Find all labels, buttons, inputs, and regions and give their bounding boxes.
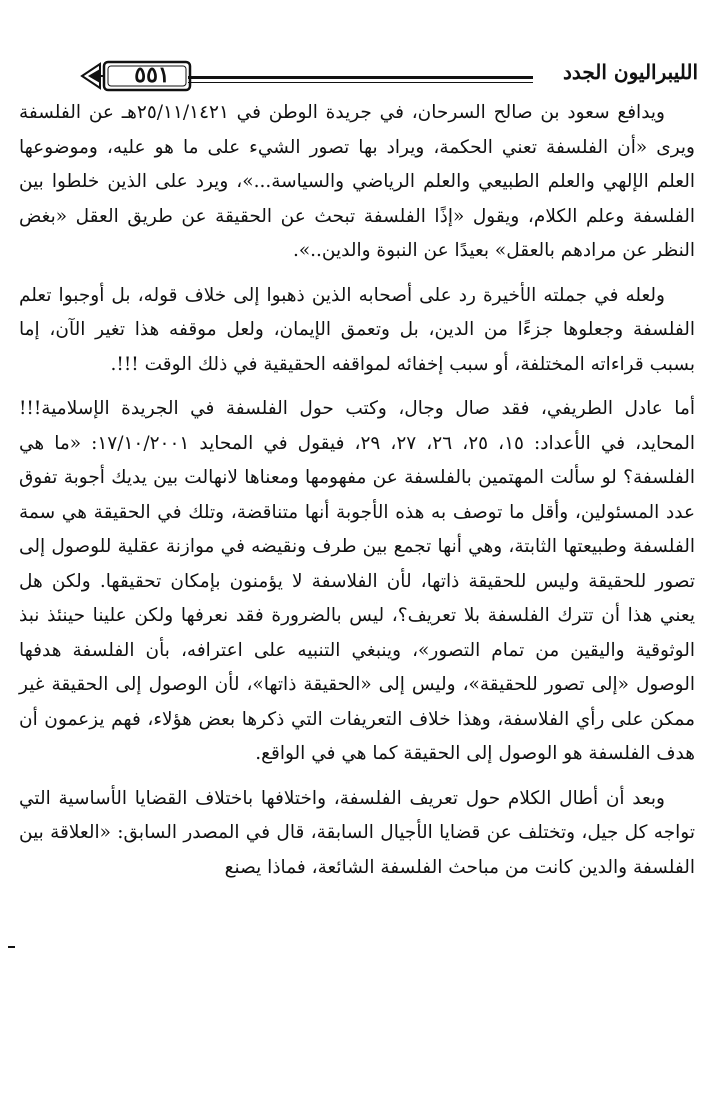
paragraph: ويدافع سعود بن صالح السرحان، في جريدة الوطن في ٢٥/١١/١٤٢١هـ عن الفلسفة ويرى «أن الفلسفة تعني الحكمة، ويراد بها تصور الشيء على ما هو عليه، وموضوعها العلم الإلهي والعلم الطبيعي والعلم الرياضي والسياسة...»، ويرد على الذين خلطوا بين الفلسفة وعلم الكلام، ويقول «إذًا الفلسفة تبحث عن الحقيقة عن طريق العقل «بغض النظر عن مرادهم بالعقل» بعيدًا عن النبوة والدين..».	[19, 102, 695, 261]
running-header	[78, 56, 698, 100]
paragraph: ولعله في جملته الأخيرة رد على أصحابه الذين ذهبوا إلى خلاف قوله، بل أوجبوا تعلم الفلسفة وجعلوها جزءًا من الدين، بل وتعمق الإيمان، ولعل موقفه هذا تغير الآن، إما بسبب قراءاته المختلفة، أو سبب إخفائه لمواقفه الحقيقية في ذلك الوقت !!!.	[19, 284, 695, 375]
header-rule	[188, 76, 533, 83]
book-title: الليبراليون الجدد	[562, 60, 698, 84]
paragraph: وبعد أن أطال الكلام حول تعريف الفلسفة، واختلافها باختلاف القضايا الأساسية التي تواجه كل جيل، وتختلف عن قضايا الأجيال السابقة، قال في المصدر السابق: «العلاقة بين الفلسفة والدين كانت من مباحث الفلسفة الشائعة، فماذا يصنع	[19, 787, 695, 878]
page-number-frame	[78, 56, 196, 96]
body-text	[19, 96, 695, 895]
page-number: ٥٥١	[134, 62, 170, 88]
margin-mark	[8, 946, 15, 948]
paragraph: أما عادل الطريفي، فقد صال وجال، وكتب حول الفلسفة في الجريدة الإسلامية!!! المحايد، في الأعداد: ١٥، ٢٥، ٢٦، ٢٧، ٢٩، فيقول في المحايد ١٧/١٠/٢٠٠١: «ما هي الفلسفة؟ لو سألت المهتمين بالفلسفة عن مفهومها ومعناها لانهالت بين يديك أجوبة تفوق عدد المسئولين، وأقل ما توصف به هذه الأجوبة أنها متناقضة، وتلك في الحقيقة هي سمة الفلسفة وطبيعتها الثابتة، وهي أنها تجمع بين طرف ونقيضه في موازنة عقلية للوصول إلى تصور للحقيقة وليس للحقيقة ذاتها، لأن الفلاسفة لا يؤمنون بإمكان تحقيقها. ولكن هل يعني هذا أن تترك الفلسفة بلا تعريف؟، ليس بالضرورة فقد نعرفها ولكن علينا حينئذ نبذ الوثوقية واليقين من تمام التصور»، وينبغي التنبيه على اعترافه، بأن الفلسفة هدفها الوصول «إلى تصور للحقيقة»، وليس إلى «الحقيقة ذاتها»، لأن الوصول إلى الحقيقة غير ممكن على رأي الفلاسفة، وهذا خلاف التعريفات التي ذكرها بعض هؤلاء، فهم يزعمون أن هدف الفلسفة هو الوصول إلى الحقيقة كما هي في الواقع.	[19, 398, 696, 764]
